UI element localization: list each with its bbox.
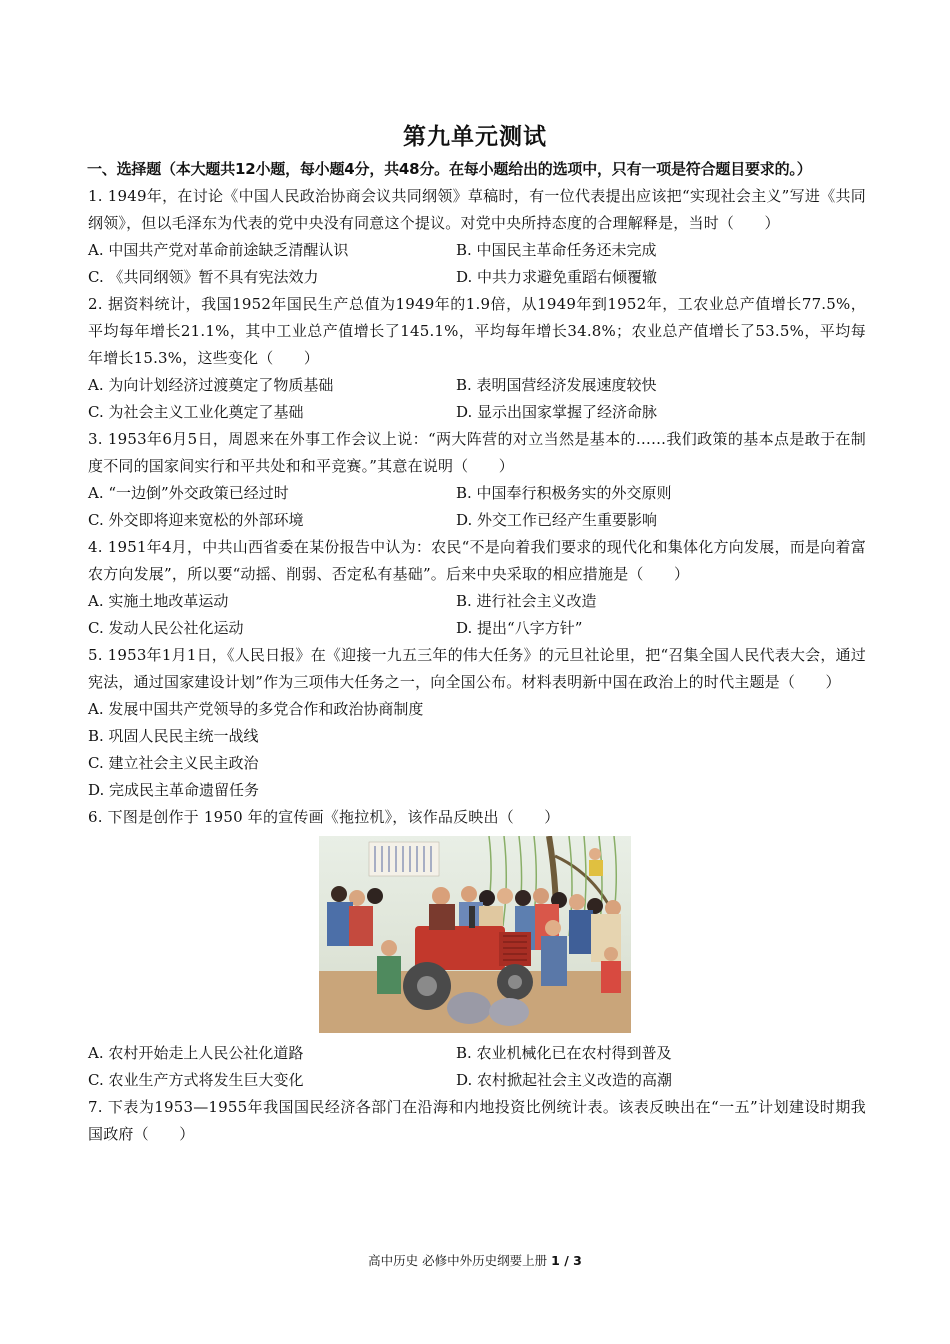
option-a: A. 为向计划经济过渡奠定了物质基础	[88, 376, 334, 394]
option-d: D. 农村掀起社会主义改造的高潮	[456, 1071, 673, 1089]
question-6	[88, 804, 866, 1094]
option-d: D. 中共力求避免重蹈右倾覆辙	[456, 268, 658, 286]
question-stem: 6. 下图是创作于 1950 年的宣传画《拖拉机》，该作品反映出（ ）	[88, 808, 560, 826]
option-a: A. “一边倒”外交政策已经过时	[88, 484, 289, 502]
question-stem: 3. 1953年6月5日，周恩来在外事工作会议上说：“两大阵营的对立当然是基本的……我们政策的基本点是敢于在制度不同的国家间实行和平共处和和平竞赛。”其意在说明（ ）	[88, 430, 866, 475]
tractor-poster-illustration	[319, 836, 631, 1033]
option-d: D. 外交工作已经产生重要影响	[456, 511, 658, 529]
option-b: B. 进行社会主义改造	[456, 592, 597, 610]
option-d: D. 提出“八字方针”	[456, 619, 583, 637]
footer-text: 高中历史 必修中外历史纲要上册	[368, 1253, 548, 1268]
question-4	[88, 534, 866, 642]
option-c: C. 为社会主义工业化奠定了基础	[88, 403, 304, 421]
option-a: A. 农村开始走上人民公社化道路	[88, 1044, 304, 1062]
option-b: B. 中国民主革命任务还未完成	[456, 241, 657, 259]
option-a: A. 实施土地改革运动	[88, 592, 229, 610]
option-b: B. 农业机械化已在农村得到普及	[456, 1044, 672, 1062]
question-2	[88, 291, 866, 426]
option-d: D. 完成民主革命遗留任务	[88, 781, 260, 799]
page-footer	[0, 1251, 950, 1269]
option-b: B. 中国奉行积极务实的外交原则	[456, 484, 672, 502]
option-group	[88, 237, 866, 291]
option-c: C. 农业生产方式将发生巨大变化	[88, 1071, 304, 1089]
question-list	[88, 156, 866, 1148]
page-number: 1 / 3	[551, 1253, 582, 1268]
option-c: C. 发动人民公社化运动	[88, 619, 244, 637]
question-5	[88, 642, 866, 804]
option-group	[88, 696, 866, 804]
option-group	[88, 372, 866, 426]
question-7	[88, 1094, 866, 1148]
section-heading: 一、选择题（本大题共12小题，每小题4分，共48分。在每小题给出的选项中，只有一项是符合题目要求的。）	[87, 160, 812, 178]
question-1	[88, 183, 866, 291]
option-group	[88, 588, 866, 642]
option-group	[88, 1040, 866, 1094]
option-b: B. 表明国营经济发展速度较快	[456, 376, 657, 394]
question-stem: 5. 1953年1月1日，《人民日报》在《迎接一九五三年的伟大任务》的元旦社论里，把“召集全国人民代表大会，通过宪法，通过国家建设计划”作为三项伟大任务之一，向全国公布。材料表明新中国在政治上的时代主题是（ ）	[88, 646, 866, 691]
question-stem: 1. 1949年，在讨论《中国人民政治协商会议共同纲领》草稿时，有一位代表提出应该把“实现社会主义”写进《共同纲领》，但以毛泽东为代表的党中央没有同意这个提议。对党中央所持态度的合理解释是，当时（ ）	[88, 187, 866, 232]
question-stem: 7. 下表为1953—1955年我国国民经济各部门在沿海和内地投资比例统计表。该表反映出在“一五”计划建设时期我国政府（ ）	[88, 1098, 866, 1143]
question-stem: 2. 据资料统计，我国1952年国民生产总值为1949年的1.9倍，从1949年到1952年，工农业总产值增长77.5%，平均每年增长21.1%，其中工业总产值增长了145.1%，平均每年增长34.8%；农业总产值增长了53.5%，平均每年增长15.3%，这些变化（ ）	[88, 295, 866, 367]
option-c: C. 外交即将迎来宽松的外部环境	[88, 511, 304, 529]
option-c: C. 《共同纲领》暂不具有宪法效力	[88, 268, 319, 286]
question-3	[88, 426, 866, 534]
option-b: B. 巩固人民民主统一战线	[88, 727, 259, 745]
option-a: A. 发展中国共产党领导的多党合作和政治协商制度	[88, 700, 424, 718]
option-c: C. 建立社会主义民主政治	[88, 754, 259, 772]
option-group	[88, 480, 866, 534]
tractor-poster-image	[319, 836, 631, 1033]
question-stem: 4. 1951年4月，中共山西省委在某份报告中认为：农民“不是向着我们要求的现代化和集体化方向发展，而是向着富农方向发展”，所以要“动摇、削弱、否定私有基础”。后来中央采取的相应措施是（ ）	[88, 538, 866, 583]
option-d: D. 显示出国家掌握了经济命脉	[456, 403, 658, 421]
page-title: 第九单元测试	[403, 124, 547, 150]
option-a: A. 中国共产党对革命前途缺乏清醒认识	[88, 241, 349, 259]
